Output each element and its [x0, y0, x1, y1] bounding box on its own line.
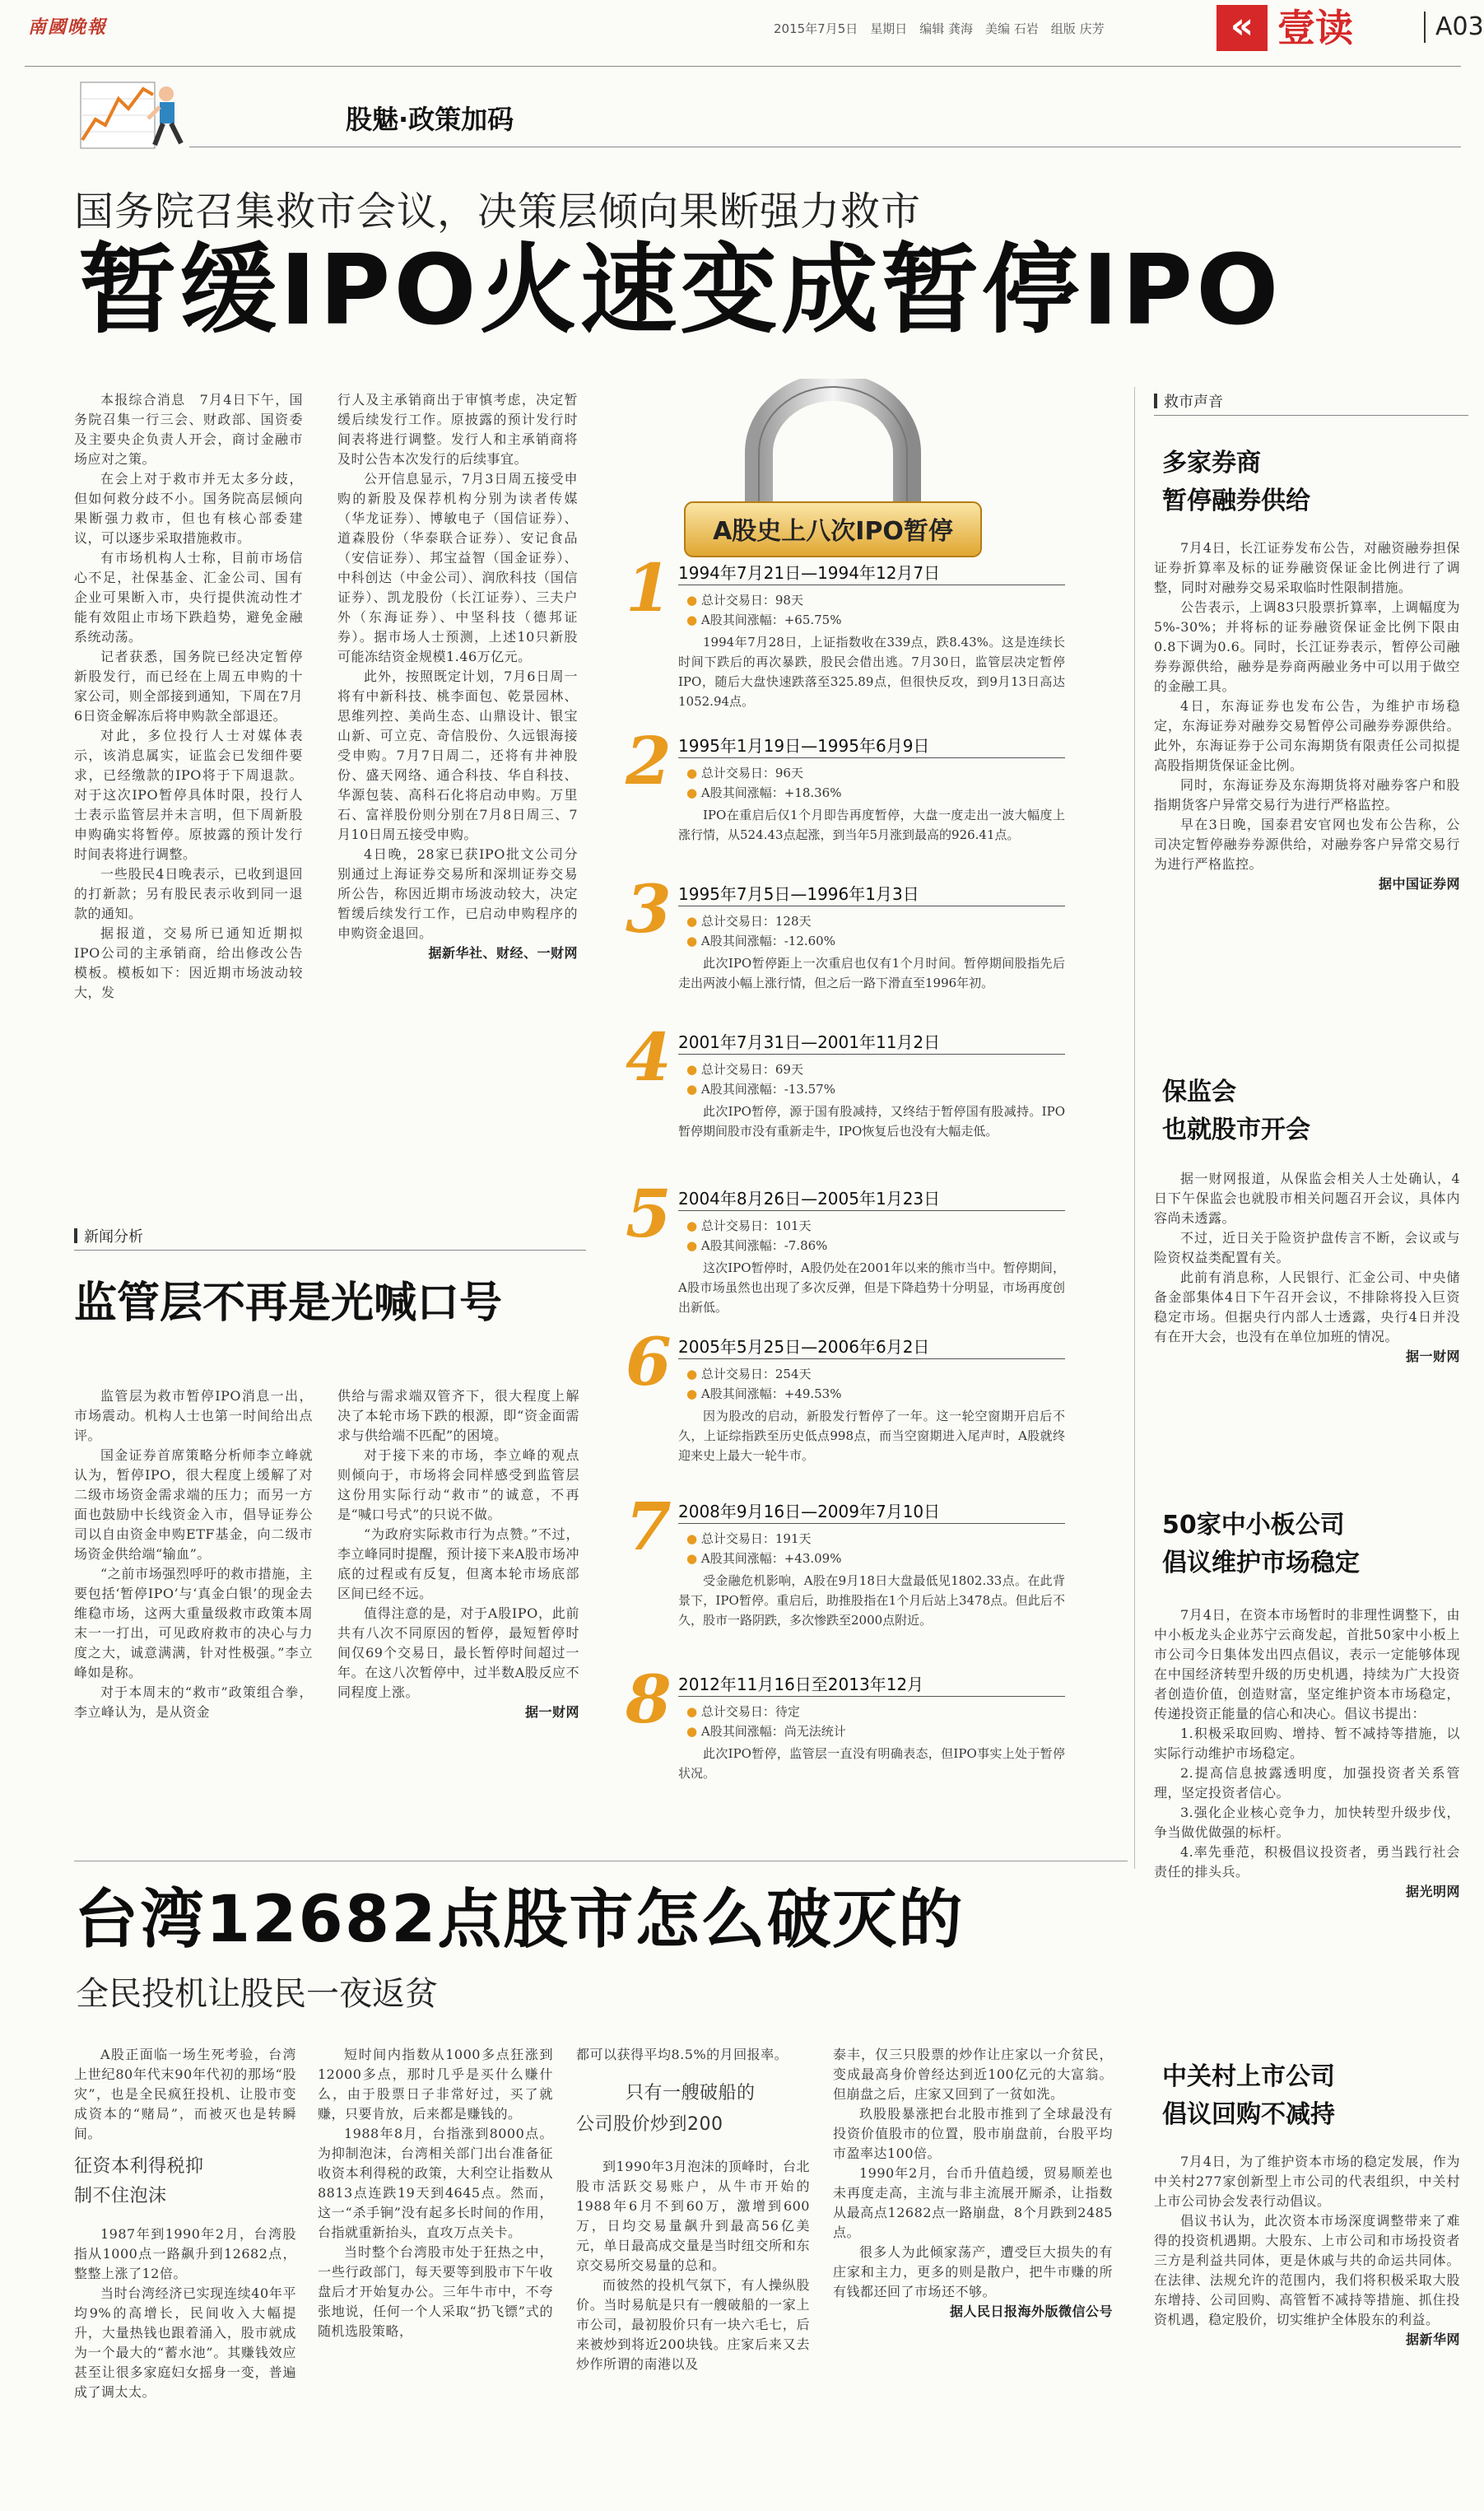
timeline-change-text: A股其间涨幅：+18.36% [700, 785, 842, 800]
sidebar-p: 不过，近日关于险资护盘传言不断，会议或与险资权益类配置有关。 [1154, 1230, 1460, 1265]
sidebar-story-1 [1154, 445, 1460, 894]
sidebar-source: 据光明网 [1405, 1884, 1460, 1899]
sidebar-p: 据一财网报道，从保监会相关人士处确认，4日下午保监会也就股市相关问题召开会议，具体内容尚未透露。 [1154, 1171, 1460, 1226]
date-line: 2015年7月5日 星期日 编辑 龚海 美编 石岩 组版 庆芳 [774, 21, 1105, 36]
taiwan-p: 而彼然的投机气氛下，有人操纵股价。当时易航是只有一艘破船的一家上市公司，最初股价只有一块六毛七，后来被炒到将近200块钱。庄家后来又去炒作所谓的南港以及 [576, 2277, 810, 2372]
bullet-icon: ● [686, 1386, 698, 1401]
taiwan-subhead: 征资本利得税抑 [74, 2156, 204, 2177]
timeline-number: 1 [626, 549, 672, 627]
timeline-change-text: A股其间涨幅：-12.60% [700, 934, 835, 948]
timeline-period: 1995年7月5日—1996年1月3日 [678, 884, 919, 904]
lead-subtitle: 国务院召集救市会议，决策层倾向果断强力救市 [74, 189, 922, 235]
timeline-change-text: A股其间涨幅：尚无法统计 [700, 1724, 846, 1739]
timeline-period: 1995年1月19日—1995年6月9日 [678, 736, 930, 756]
timeline-change-text: A股其间涨幅：+43.09% [700, 1551, 842, 1566]
taiwan-p: 1990年2月，台币升值趋缓，贸易顺差也未再度走高，主流与非主流展开厮杀，让指数从最高点12682点一路崩盘，8个月跌到2485点。 [833, 2165, 1113, 2240]
lead-p: 对此，多位投行人士对媒体表示，该消息属实，证监会已发细件要求，已经缴款的IPO将于下周退款。对于这次IPO暂停具体时限，投行人士表示监管层并未言明，但下周新股申购确实将暂停。原披露的预计发行时间表将进行调整。 [74, 728, 303, 862]
sidebar-story-title: 倡议回购不减持 [1162, 2100, 1335, 2129]
sidebar-story-title: 保监会 [1162, 1078, 1236, 1106]
sidebar-story-title: 暂停融券供给 [1162, 487, 1310, 515]
timeline-text: 此次IPO暂停距上一次重启也仅有1个月时间。暂停期间股指先后走出两波小幅上涨行情，但之后一路下滑直至1996年初。 [678, 956, 1065, 990]
bullet-icon: ● [686, 1531, 698, 1546]
taiwan-p: 很多人为此倾家荡产，遭受巨大损失的有庄家和主力，更多的则是散户，把牛市赚的所有钱都还回了市场还不够。 [833, 2244, 1113, 2299]
taiwan-p: 都可以获得平均8.5%的月回报率。 [576, 2047, 789, 2062]
timeline-change [686, 932, 835, 950]
timeline-period: 2004年8月26日—2005年1月23日 [678, 1189, 941, 1209]
analysis-col1 [74, 1386, 313, 1722]
lead-title: 暂缓IPO火速变成暂停IPO [79, 233, 1282, 347]
timeline-total [686, 1217, 812, 1235]
analysis-p: “为政府实际救市行为点赞。”不过，李立峰同时提醒，预计接下来A股市场冲底的过程或有反复，但离本轮市场底部区间已经不远。 [337, 1526, 579, 1601]
lead-p: 据报道，交易所已通知近期拟IPO公司的主承销商，给出修改公告模板。模板如下：因近期市场波动较大，发 [74, 925, 303, 1000]
timeline-change [686, 1549, 841, 1568]
taiwan-p: 当时整个台湾股市处于狂热之中，一些行政部门，每天要等到股市下午收盘后才开始复办公。三年牛市中，不夸张地说，任何一个人采取“扔飞镖”式的随机选股策略， [318, 2244, 553, 2339]
analysis-source: 据一财网 [524, 1704, 579, 1720]
timeline-number: 5 [626, 1175, 672, 1252]
analysis-p: 对于接下来的市场，李立峰的观点则倾向于，市场将会同样感受到监管层这份用实际行动“救市”的诚意，不再是“喊口号式”的只说不做。 [337, 1447, 579, 1522]
bullet-icon: ● [686, 1082, 698, 1097]
timeline-total-text: 总计交易日：96天 [700, 766, 803, 780]
bullet-icon: ● [686, 1238, 698, 1253]
lead-p: 此外，按照既定计划，7月6日周一将有中新科技、桃李面包、乾景园林、思维列控、美尚生态、山鼎设计、银宝山新、可立克、奇信股份、久远银海接受申购。7月7日周二，还将有井神股份、盛天网络、通合科技、华自科技、华源包装、高科石化将启动申购。万里石、富祥股份则分别在7月8日周三、7月10日周五接受申购。 [337, 669, 578, 842]
sidebar-p: 同时，东海证券及东海期货将对融券客户和股指期货客户异常交易行为进行严格监控。 [1154, 777, 1460, 813]
sidebar-story-title: 多家券商 [1162, 449, 1261, 478]
lead-p: 记者获悉，国务院已经决定暂停新股发行，而已经在上周五申购的十家公司，则全部接到通知，下周在7月6日资金解冻后将申购款全部退还。 [74, 649, 303, 724]
timeline-period: 2001年7月31日—2001年11月2日 [678, 1032, 941, 1052]
bullet-icon: ● [686, 1724, 698, 1739]
bullet-icon: ● [686, 1367, 698, 1381]
timeline-rule [678, 757, 1065, 758]
timeline-text: 因为股改的启动，新股发行暂停了一年。这一轮空窗期开启后不久，上证综指跌至历史低点998点，而当空窗期进入尾声时，A股就终迎来史上最大一轮牛市。 [678, 1409, 1065, 1463]
taiwan-p: A股正面临一场生死考验，台湾上世纪80年代末90年代初的那场“股灾”，也是全民疯狂投机、让股市变成资本的“赌局”，而被灭也是转瞬间。 [74, 2047, 296, 2141]
lead-p: 本报综合消息 7月4日下午，国务院召集一行三会、财政部、国资委及主要央企负责人开会，商讨金融市场应对之策。 [74, 392, 303, 467]
sidebar-p: 4日，东海证券也发布公告，为维护市场稳定，东海证券对融券交易暂停公司融券券源供给。此外，东海证券于公司东海期货有限责任公司拟提高股指期货保证金比例。 [1154, 698, 1460, 773]
sidebar-story-body [1154, 538, 1460, 894]
timeline-change [686, 1237, 827, 1255]
timeline-period: 2012年11月16日至2013年12月 [678, 1675, 924, 1694]
taiwan-p: 玖股股暴涨把台北股市推到了全球最没有投资价值股市的位置，股市崩盘前，台股平均市盈率达100倍。 [833, 2106, 1113, 2161]
analysis-p: 监管层为救市暂停IPO消息一出，市场震动。机构人士也第一时间给出点评。 [74, 1388, 313, 1443]
taiwan-p: 泰丰，仅三只股票的炒作让庄家以一介贫民，变成最高身价曾经达到近100亿元的大富翁。但崩盘之后，庄家又回到了一贫如洗。 [833, 2047, 1113, 2102]
timeline-label: A股史上八次IPO暂停 [713, 517, 953, 546]
column-illustration [79, 74, 186, 153]
bullet-icon: ● [686, 914, 698, 929]
section-badge [1217, 5, 1417, 51]
timeline-total-text: 总计交易日：191天 [700, 1531, 812, 1546]
timeline-total [686, 1703, 800, 1721]
timeline-number: 4 [626, 1018, 672, 1096]
sidebar-story-body [1154, 1169, 1460, 1367]
taiwan-subhead: 只有一艘破船的 [626, 2083, 756, 2103]
sidebar-story-title: 50家中小板公司 [1162, 1511, 1345, 1540]
timeline-text: 此次IPO暂停，源于国有股减持，又终结于暂停国有股减持。IPO暂停期间股市没有重新走牛，IPO恢复后也没有大幅走低。 [678, 1104, 1065, 1139]
timeline-rule [678, 1210, 1065, 1211]
taiwan-col2 [318, 2045, 553, 2341]
taiwan-title: 台湾12682点股市怎么破灭的 [74, 1883, 965, 1957]
lead-p: 在会上对于救市并无太多分歧，但如何救分歧不小。国务院高层倾向果断强力救市，但也有核心部委建议，可以逐步采取措施救市。 [74, 471, 303, 546]
bullet-icon: ● [686, 1704, 698, 1719]
sidebar-p: 2.提高信息披露透明度，加强投资者关系管理，坚定投资者信心。 [1154, 1765, 1460, 1801]
sidebar-story-title: 倡议维护市场稳定 [1162, 1549, 1360, 1577]
timeline-number: 7 [626, 1488, 672, 1565]
timeline-rule [678, 1523, 1065, 1524]
lead-source: 据新华社、财经、一财网 [428, 945, 578, 961]
timeline-rule [678, 1054, 1065, 1055]
timeline-number: 6 [626, 1323, 672, 1400]
timeline-change [686, 1080, 835, 1098]
timeline-change-text: A股其间涨幅：-13.57% [700, 1082, 835, 1097]
sidebar-p: 7月4日，为了维护资本市场的稳定发展，作为中关村277家创新型上市公司的代表组织，中关村上市公司协会发表行动倡议。 [1154, 2154, 1460, 2209]
lead-p: 4日晚，28家已获IPO批文公司分别通过上海证券交易所和深圳证券交易所公告，称因近期市场波动较大，决定暂缓后续发行工作，已启动申购程序的申购资金退回。 [337, 846, 578, 941]
sidebar-p: 倡议书认为，此次资本市场深度调整带来了难得的投资机遇期。大股东、上市公司和市场投资者三方是利益共同体，更是休戚与共的命运共同体。在法律、法规允许的范围内，我们将积极采取大股东增持、公司回购、高管暂不减持等措施、抓住投资机遇，稳定股价，切实维护全体股东的利益。 [1154, 2213, 1460, 2327]
lead-p: 公开信息显示，7月3日周五接受申购的新股及保荐机构分别为读者传媒（华龙证券）、博敏电子（国信证券）、道森股份（华泰联合证券）、安记食品（安信证券）、邦宝益智（国金证券）、中科创达（中金公司）、润欣科技（国信证券）、凯龙股份（长江证券）、三夫户外（东海证券）、中坚科技（德邦证券）。据市场人士预测，上述10只新股可能冻结资金规模1.46万亿元。 [337, 471, 578, 664]
sidebar-divider [1134, 387, 1135, 1869]
sidebar-p: 3.强化企业核心竞争力，加快转型升级步伐，争当做优做强的标杆。 [1154, 1805, 1460, 1840]
timeline-rule [678, 1696, 1065, 1697]
timeline-text: 此次IPO暂停，监管层一直没有明确表态，但IPO事实上处于暂停状况。 [678, 1746, 1065, 1781]
sidebar-story-4 [1154, 2058, 1460, 2350]
timeline-total [686, 1365, 812, 1383]
sidebar-p: 此前有消息称，人民银行、汇金公司、中央储备金部集体4日下午召开会议，不排除将投入巨资稳定市场。但据央行内部人士透露，央行4日并没有在开大会，也没有在单位加班的情况。 [1154, 1269, 1460, 1344]
timeline-period: 1994年7月21日—1994年12月7日 [678, 563, 941, 583]
bullet-icon: ● [686, 613, 698, 627]
timeline-period: 2008年9月16日—2009年7月10日 [678, 1502, 941, 1521]
timeline-change [686, 1722, 846, 1740]
lead-col2 [337, 390, 578, 963]
lead-col1 [74, 390, 303, 1003]
bullet-icon: ● [686, 934, 698, 948]
timeline-text: 1994年7月28日，上证指数收在339点，跌8.43%。这是连续长时间下跌后的再次暴跌，股民会借出逃。7月30日，监管层决定暂停IPO，随后大盘快速跌落至325.89点，但很快反攻，到9月13日高达1052.94点。 [678, 635, 1065, 709]
lead-p: 行人及主承销商出于审慎考虑，决定暂缓后续发行工作。原披露的预计发行时间表将进行调整。发行人和主承销商将及时公告本次发行的后续事宜。 [337, 392, 578, 467]
sidebar-source: 据中国证券网 [1378, 876, 1460, 892]
timeline-change-text: A股其间涨幅：+49.53% [700, 1386, 842, 1401]
sidebar-story-3 [1154, 1507, 1460, 1902]
sidebar-story-body [1154, 2152, 1460, 2350]
analysis-title: 监管层不再是光喊口号 [74, 1279, 503, 1328]
timeline-total-text: 总计交易日：101天 [700, 1218, 812, 1233]
sidebar-source: 据新华网 [1405, 2332, 1460, 2347]
section-name: 壹读 [1277, 6, 1353, 50]
timeline-total-text: 总计交易日：98天 [700, 593, 803, 608]
sidebar-source: 据一财网 [1405, 1349, 1460, 1364]
timeline-text: IPO在重启后仅1个月即告再度暂停，大盘一度走出一波大幅度上涨行情，从524.43点起涨，到当年5月涨到最高的926.41点。 [678, 808, 1065, 842]
analysis-p: “之前市场强烈呼吁的救市措施，主要包括‘暂停IPO’与‘真金白银’的现金去维稳市场，这两大重量级救市政策本周末一一打出，可见政府救市的决心与力度之大，诚意满满，针对性极强。”李立峰如是称。 [74, 1566, 313, 1680]
timeline-text: 受金融危机影响，A股在9月18日大盘最低见1802.33点。在此背景下，IPO暂停。重启后，助推股指在1个月后站上3478点。但此后不久，股市一路阴跌，多次惨跌至2000点附近。 [678, 1573, 1065, 1628]
bullet-icon: ● [686, 1062, 698, 1077]
timeline-total-text: 总计交易日：69天 [700, 1062, 803, 1077]
timeline-total [686, 912, 812, 930]
taiwan-subtitle: 全民投机让股民一夜返贫 [76, 1975, 438, 2013]
timeline-change [686, 1385, 841, 1403]
taiwan-col1 [74, 2045, 296, 2402]
analysis-p: 对于本周末的“救市”政策组合拳，李立峰认为，是从资金 [74, 1684, 313, 1720]
taiwan-subhead: 制不住泡沫 [74, 2186, 167, 2206]
bullet-icon: ● [686, 1551, 698, 1566]
sidebar-p: 4.率先垂范，积极倡议投资者，勇当践行社会责任的排头兵。 [1154, 1844, 1460, 1880]
taiwan-p: 当时台湾经济已实现连续40年平均9%的高增长，民间收入大幅提升，大量热钱也跟着涌入，股市就成为一个最大的“蓄水池”。其赚钱效应甚至让很多家庭妇女摇身一变，普遍成了调太太。 [74, 2285, 296, 2400]
taiwan-p: 短时间内指数从1000多点狂涨到12000多点，那时几乎是买什么赚什么，由于股票日子非常好过，买了就赚，只要肯放，后来都是赚钱的。 [318, 2047, 553, 2122]
sidebar-tag: 救市声音 [1154, 390, 1468, 416]
sidebar-p: 7月4日，在资本市场暂时的非理性调整下，由中小板龙头企业苏宁云商发起，首批50家中小板上市公司今日集体发出四点倡议，表示一定能够体现在中国经济转型升级的历史机遇，持续为广大投资者创造价值，创造财富，坚定维护资本市场稳定，传递投资正能量的信心和决心。倡议书提出： [1154, 1607, 1460, 1721]
bullet-icon: ● [686, 1218, 698, 1233]
analysis-p: 值得注意的是，对于A股IPO，此前共有八次不同原因的暂停，最短暂停时间仅69个交易日，最长暂停时间超过一年。在这八次暂停中，过半数A股反应不同程度上涨。 [337, 1605, 579, 1700]
masthead-logo: 南國晚報 [28, 16, 108, 38]
column-name: 股魅·政策加码 [346, 104, 514, 135]
header-rule [25, 66, 1461, 67]
timeline-change-text: A股其间涨幅：+65.75% [700, 613, 842, 627]
timeline-total-text: 总计交易日：254天 [700, 1367, 812, 1381]
bullet-icon: ● [686, 785, 698, 800]
analysis-p: 供给与需求端双管齐下，很大程度上解决了本轮市场下跌的根源，即“资金面需求与供给端不匹配”的困境。 [337, 1388, 579, 1443]
timeline-total-text: 总计交易日：待定 [700, 1704, 800, 1719]
analysis-tag: 新闻分析 [74, 1225, 586, 1251]
sidebar-story-body [1154, 1605, 1460, 1902]
page-number: A03 [1424, 12, 1484, 43]
bullet-icon: ● [686, 766, 698, 780]
taiwan-p: 1988年8月，台指涨到8000点。为抑制泡沫，台湾相关部门出台准备征收资本利得税的政策，大利空让指数从8813点连跌19天到4645点。然而，这一“杀手锏”没有起多长时间的作用，台指就重新抬头，直攻万点关卡。 [318, 2126, 553, 2240]
timeline-period: 2005年5月25日—2006年6月2日 [678, 1337, 930, 1357]
timeline-total [686, 591, 803, 609]
sidebar-p: 早在3日晚，国泰君安官网也发布公告称，公司决定暂停融券券源供给，对融券客户异常交易行为进行严格监控。 [1154, 817, 1460, 872]
taiwan-source: 据人民日报海外版微信公号 [949, 2304, 1113, 2319]
timeline-rule [678, 1358, 1065, 1359]
timeline-change [686, 784, 841, 802]
taiwan-col4 [833, 2045, 1113, 2322]
sidebar-p: 公告表示，上调83只股票折算率，上调幅度为5%-30%；并将标的证券融资保证金比例下限由0.8下调为0.6。同时，长江证券表示，暂停公司融券券源供给，融券是券商两融业务中可以用于做空的金融工具。 [1154, 599, 1460, 694]
analysis-col2 [337, 1386, 579, 1722]
lead-p: 有市场机构人士称，目前市场信心不足，社保基金、汇金公司、国有企业可果断入市，央行提供流动性才能有效阻止市场下跌趋势，避免金融系统动荡。 [74, 550, 303, 645]
taiwan-subhead: 公司股价炒到200 [576, 2114, 723, 2135]
sidebar-p: 7月4日，长江证券发布公告，对融资融券担保证券折算率及标的证券融资保证金比例进行了调整，同时对融券交易采取临时性限制措施。 [1154, 540, 1460, 595]
timeline-number: 2 [626, 722, 672, 799]
taiwan-p: 1987年到1990年2月，台湾股指从1000点一路飙升到12682点，整整上涨了12倍。 [74, 2226, 296, 2281]
bullet-icon: ● [686, 593, 698, 608]
taiwan-p: 到1990年3月泡沫的顶峰时，台北股市活跃交易账户，从牛市开始的1988年6月不到60万，激增到600万，日均交易量飙升到最高56亿美元，单日最高成交量是当时纽交所和东京交易所交易量的总和。 [576, 2159, 810, 2273]
analysis-p: 国金证券首席策略分析师李立峰就认为，暂停IPO，很大程度上缓解了对二级市场资金需求端的压力；而另一方面也鼓励中长线资金入市，倡导证券公司以自由资金申购ETF基金，向二级市场资金供给端“输血”。 [74, 1447, 313, 1562]
timeline-number: 8 [626, 1661, 672, 1738]
taiwan-col3 [576, 2045, 810, 2374]
timeline-change [686, 611, 841, 629]
timeline-total-text: 总计交易日：128天 [700, 914, 812, 929]
sidebar-story-title: 中关村上市公司 [1162, 2062, 1335, 2091]
sidebar-p: 1.积极采取回购、增持、暂不减持等措施，以实际行动维护市场稳定。 [1154, 1726, 1460, 1761]
lead-p: 一些股民4日晚表示，已收到退回的打新款；另有股民表示收到同一退款的通知。 [74, 866, 303, 921]
timeline-number: 3 [626, 870, 672, 948]
sidebar-story-2 [1154, 1074, 1460, 1367]
sidebar-story-title: 也就股市开会 [1162, 1116, 1310, 1144]
timeline-total [686, 764, 803, 782]
timeline-total [686, 1060, 803, 1078]
timeline-change-text: A股其间涨幅：-7.86% [700, 1238, 828, 1253]
timeline-text: 这次IPO暂停时，A股仍处在2001年以来的熊市当中。暂停期间，A股市场虽然也出现了多次反弹，但是下降趋势十分明显，市场再度创出新低。 [678, 1260, 1065, 1315]
timeline-total [686, 1530, 812, 1548]
chevron-left-icon: « [1217, 5, 1268, 51]
